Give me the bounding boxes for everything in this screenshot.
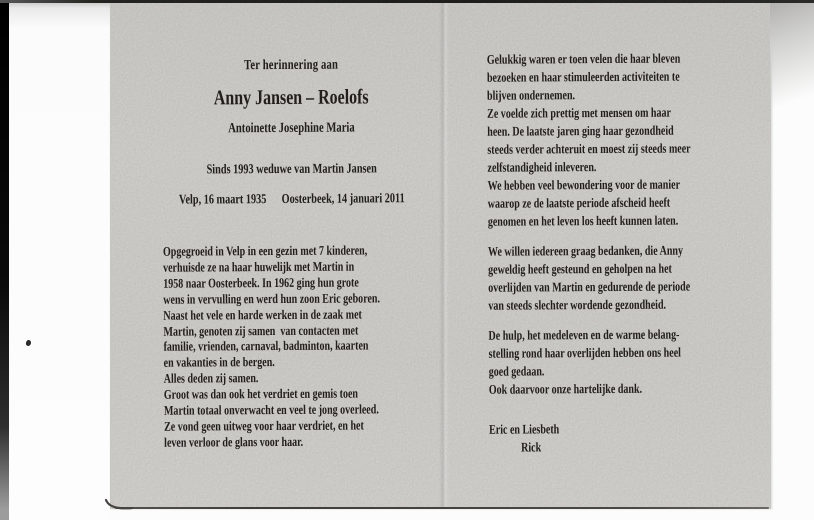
memorial-card <box>110 0 771 509</box>
signature-block <box>489 419 748 457</box>
death-place-date: Oosterbeek, 14 januari 2011 <box>281 190 405 206</box>
scan-top-edge <box>0 0 814 3</box>
card-bottom-edge-shadow <box>115 507 769 510</box>
baptismal-names: Antoinette Josephine Maria <box>228 120 355 137</box>
memories-paragraph: Gelukkig waren er toen velen die haar bleven bezoeken en haar stimuleerden activiteiten te blijven ondernemen. Ze voelde zich prettig met mensen om haar heen. De laatste jaren ging haar gezondheid steeds verder achteruit en moest zij steeds meer zelfstandigheid inleveren. We hebben veel bewondering voor de manier waarop ze de laatste periode afscheid heeft genomen en het leven los heeft kunnen laten. <box>486 50 691 229</box>
card-corner-mark <box>104 497 134 513</box>
fold-crease-line <box>439 0 449 509</box>
signature-rick: Rick <box>521 439 542 455</box>
condolence-thanks-paragraph: De hulp, het medeleven en de warme belang- stelling rond haar overlijden hebben ons heel goed gedaan. Ook daarvoor onze hartelijke dank. <box>488 326 681 397</box>
widow-line: Sinds 1993 weduwe van Martin Jansen <box>206 160 377 177</box>
left-page <box>161 0 423 511</box>
memorial-intro: Ter herinnering aan <box>244 57 339 74</box>
life-dates <box>163 190 421 208</box>
thanks-paragraph: We willen iedereen graag bedanken, die Anny geweldig heeft gesteund en geholpen na het overlijden van Martin en gedurende de periode van steeds slechter wordende gezondheid. <box>487 242 691 313</box>
scanner-gutter <box>9 0 110 520</box>
life-story-text: Opgegroeid in Velp in een gezin met 7 kinderen, verhuisde ze na haar huwelijk met Martin in 1958 naar Oosterbeek. In 1962 ging hun grote wens in vervulling en werd hun zoon Eric geboren. Naast het vele en harde werken in de zaak met Martin, genoten zij samen van contacten met familie, vrienden, carnaval, badminton, kaarten en vakanties in de bergen. Alles deden zij samen. Groot was dan ook het verdriet en gemis toen Martin totaal onverwacht en veel te jong overleed. Ze vond geen uitweg voor haar verdriet, en het leven verloor de glans voor haar. <box>162 242 381 450</box>
signature-family: Eric en Liesbeth <box>489 421 560 437</box>
deceased-name: Anny Jansen – Roelofs <box>213 84 369 110</box>
birth-place-date: Velp, 16 maart 1935 <box>178 191 267 207</box>
right-page <box>486 0 748 509</box>
top-right-scan-shadow <box>770 3 814 153</box>
scanner-edge-strip <box>0 0 9 520</box>
